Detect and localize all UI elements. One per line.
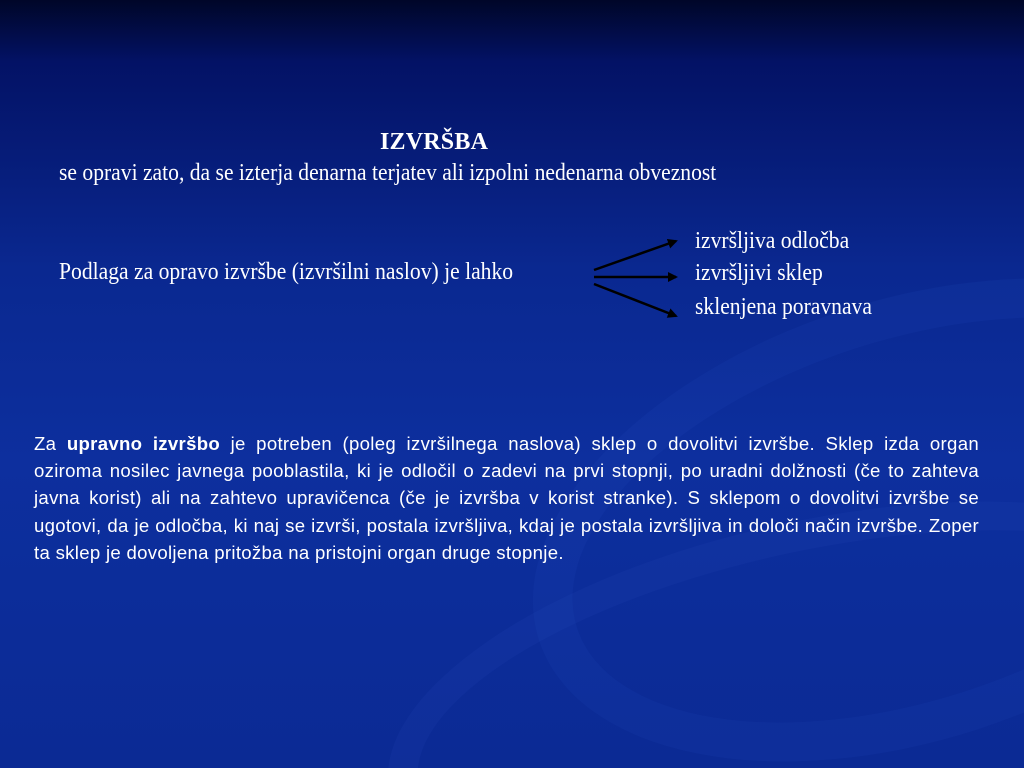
arrow-down-right-icon (594, 284, 676, 316)
paragraph-bold-term: upravno izvršbo (66, 433, 221, 454)
paragraph-text: je potreben (poleg izvršilnega naslova) sklep o dovolitvi izvršbe. Sklep izda organ oziroma nosilec javnega pooblastila, ki je odločil o zadevi na prvi stopnji, po uradni dolžnosti (če to zahteva javna korist) ali na zahtevo upravičenca (če je izvršba v korist stranke). S sklepom o dovolitvi izvršbe se ugotovi, da je odločba, ki naj se izvrši, postala izvršljiva, kdaj je postala izvršljiva in določi način izvršbe. Zoper ta sklep je dovoljena pritožba na pristojni organ druge stopnje. (34, 433, 979, 563)
option-item: izvršljivi sklep (695, 260, 823, 286)
option-item: izvršljiva odločba (695, 228, 850, 254)
slide-subtitle: se opravi zato, da se izterja denarna terjatev ali izpolni nedenarna obveznost (59, 160, 717, 186)
body-paragraph (34, 430, 979, 566)
arrows-diagram (588, 230, 688, 326)
arrow-up-right-icon (594, 241, 676, 270)
slide-title: IZVRŠBA (380, 129, 489, 155)
basis-label: Podlaga za opravo izvršbe (izvršilni naslov) je lahko (59, 259, 514, 285)
paragraph-prefix: Za (34, 433, 67, 454)
option-item: sklenjena poravnava (695, 294, 872, 320)
